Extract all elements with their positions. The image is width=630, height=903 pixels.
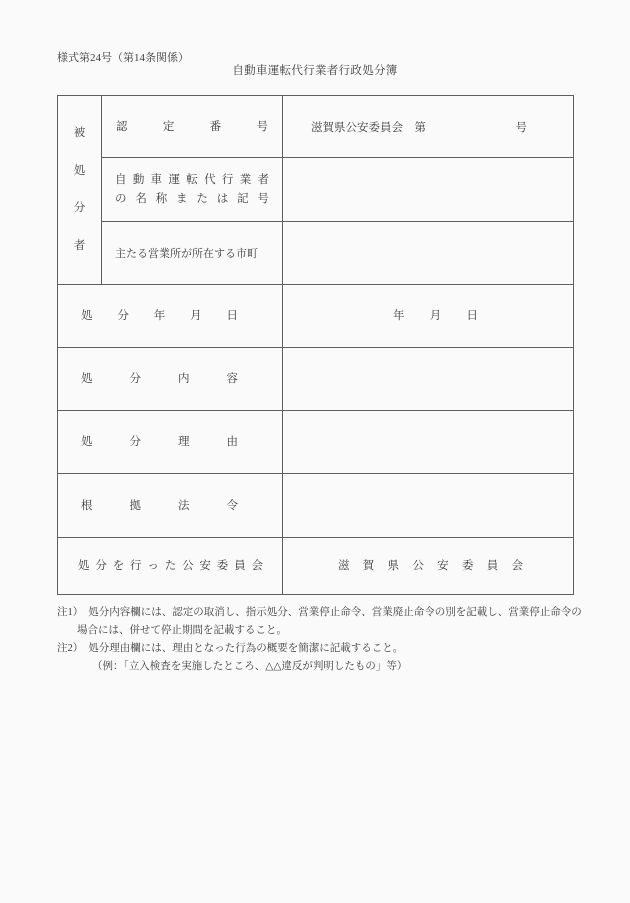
- certification-number-suffix: 号: [515, 121, 527, 134]
- table-row: [58, 158, 574, 222]
- form-number: 様式第24号（第14条関係）: [57, 52, 189, 64]
- table-row: [58, 96, 574, 158]
- disposition-content-label-cell: [58, 348, 283, 411]
- operator-name-label-line2: の 名 称 ま た は 記 号: [115, 193, 269, 205]
- note-2-line-1: [57, 640, 605, 658]
- disposition-date-label: 処 分 年 月 日: [81, 310, 238, 322]
- committee-label-cell: [58, 538, 283, 595]
- certification-number-label: 認 定 番 号: [116, 120, 268, 133]
- disposition-date-label-cell: [58, 285, 283, 348]
- legal-basis-value-cell: [283, 474, 574, 538]
- subject-group-cell: [58, 96, 102, 285]
- office-city-value-cell: [283, 222, 574, 285]
- disposition-table: [57, 95, 574, 595]
- legal-basis-label: 根 拠 法 令: [81, 499, 238, 512]
- table-row: [58, 285, 574, 348]
- disposition-date-value-cell: [283, 285, 574, 348]
- note-1-text: 処分内容欄には、認定の取消し、指示処分、営業停止命令、営業廃止命令の別を記載し、営業停止命令の: [88, 607, 582, 618]
- committee-value-cell: [283, 538, 574, 595]
- committee-label: 処 分 を 行 っ た 公 安 委 員 会: [78, 560, 263, 572]
- operator-name-value-cell: [283, 158, 574, 222]
- note-2-label: 注2）: [57, 643, 84, 654]
- certification-number-value: [283, 119, 573, 135]
- note-1-label: 注1）: [57, 607, 84, 618]
- office-city-label: 主たる営業所が所在する市町: [115, 248, 258, 260]
- table-row: [58, 474, 574, 538]
- operator-name-label-cell: [102, 158, 283, 222]
- disposition-content-value-cell: [283, 348, 574, 411]
- note-2-line-2: （例：「立入検査を実施したところ、△△違反が判明したもの」等）: [92, 661, 408, 672]
- operator-name-label-line1: 自 動 車 運 転 代 行 業 者: [115, 174, 269, 186]
- legal-basis-label-cell: [58, 474, 283, 538]
- footnotes: [57, 604, 605, 676]
- table-row: [58, 348, 574, 411]
- disposition-reason-label: 処 分 理 由: [81, 436, 238, 448]
- certification-number-value-cell: [283, 96, 574, 158]
- table-row: [58, 411, 574, 474]
- note-1-line-1: [57, 604, 605, 622]
- table-row: [58, 538, 574, 595]
- disposition-content-label: 処 分 内 容: [81, 373, 238, 385]
- committee-value: 滋 賀 県 公 安 委 員 会: [338, 560, 523, 572]
- certification-number-prefix: 滋賀県公安委員会 第: [311, 121, 426, 134]
- page-title: 自動車運転代行業者行政処分簿: [232, 65, 398, 77]
- disposition-date-value: 年 月 日: [393, 310, 478, 322]
- office-city-label-cell: [102, 222, 283, 285]
- note-2-text: 処分理由欄には、理由となった行為の概要を簡潔に記載すること。: [88, 643, 404, 654]
- subject-group-label: 被 処 分 者: [73, 127, 86, 252]
- note-1-line-2: 場合には、併せて停止期間を記載すること。: [77, 625, 287, 636]
- table-row: [58, 222, 574, 285]
- disposition-reason-label-cell: [58, 411, 283, 474]
- certification-number-label-cell: [102, 96, 283, 158]
- operator-name-label: [102, 173, 282, 206]
- disposition-reason-value-cell: [283, 411, 574, 474]
